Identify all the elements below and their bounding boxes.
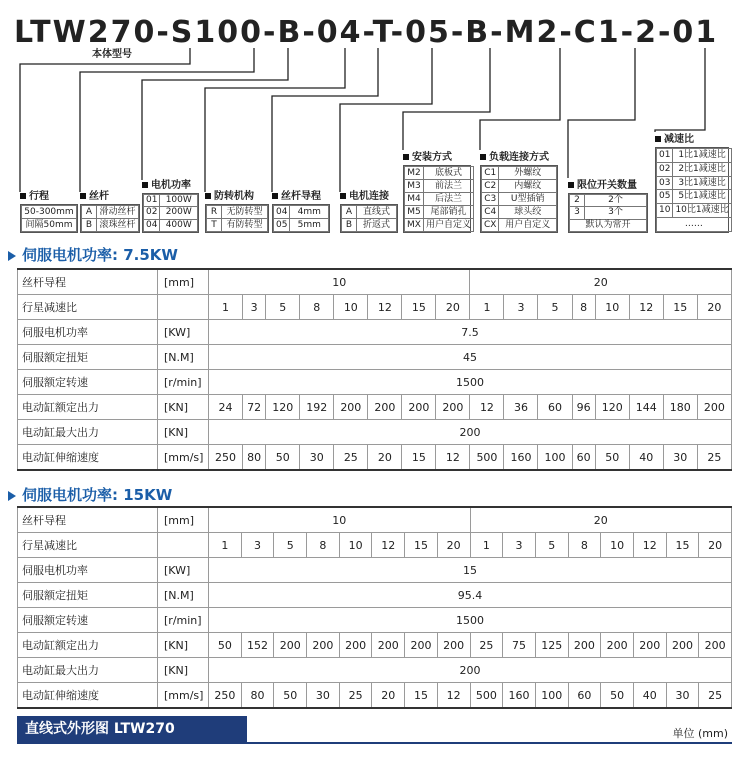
value-cell: 100 (538, 445, 572, 471)
bullet-square-icon (480, 154, 486, 160)
stroke-group-title: 行程 (20, 187, 49, 202)
span-value-cell: 200 (209, 420, 732, 445)
span-value-cell: 45 (209, 345, 732, 370)
bullet-square-icon (205, 193, 211, 199)
row-label: 伺服电机功率 (18, 320, 158, 345)
table-row (18, 269, 732, 295)
value-cell: 152 (241, 633, 274, 658)
value-cell: 50 (601, 683, 634, 709)
body-model-label: 本体型号 (92, 49, 132, 60)
row-label: 伺服额定转速 (18, 370, 158, 395)
value-cell: 3 (241, 533, 274, 558)
table-row (18, 420, 732, 445)
value-cell: 8 (572, 295, 595, 320)
value-cell: 20 (699, 533, 732, 558)
unit-label: 单位 (mm) (672, 727, 728, 740)
row-unit: [KN] (158, 658, 209, 683)
row-label: 电动缸额定出力 (18, 395, 158, 420)
value-cell: 192 (300, 395, 334, 420)
value-cell: 12 (372, 533, 405, 558)
value-cell: 200 (368, 395, 402, 420)
anti-rotation-group-title: 防转机构 (205, 187, 254, 202)
row-label: 伺服额定扭矩 (18, 583, 158, 608)
value-cell: 10 (334, 295, 368, 320)
span-value-cell: 200 (209, 658, 732, 683)
table-row (18, 295, 732, 320)
bullet-square-icon (568, 182, 574, 188)
value-cell: 120 (266, 395, 300, 420)
triangle-bullet-icon (8, 251, 16, 261)
row-unit: [N.M] (158, 345, 209, 370)
value-cell: 1 (470, 295, 504, 320)
value-cell: 5 (274, 533, 307, 558)
row-unit: [KN] (158, 395, 209, 420)
connector-lines (20, 48, 705, 192)
value-cell: 20 (368, 445, 402, 471)
value-cell: 25 (470, 633, 503, 658)
value-cell: 15 (405, 683, 438, 709)
lead-group-cell: 20 (470, 269, 732, 295)
value-cell: 72 (243, 395, 266, 420)
value-cell: 15 (666, 533, 699, 558)
value-cell: 8 (568, 533, 601, 558)
bullet-square-icon (272, 193, 278, 199)
power-box: 01 100W 02 200W 04 400W (142, 193, 199, 233)
motor-connection-box: A 直线式 B 折返式 (340, 204, 398, 233)
value-cell: 12 (470, 395, 504, 420)
value-cell: 200 (339, 633, 372, 658)
section1-title: 伺服电机功率: 7.5KW (8, 244, 178, 265)
table-row (18, 558, 732, 583)
load-connection-group-title: 负载连接方式 (480, 148, 549, 163)
value-cell: 20 (437, 533, 470, 558)
row-label: 伺服额定扭矩 (18, 345, 158, 370)
span-value-cell: 15 (209, 558, 732, 583)
bullet-square-icon (20, 193, 26, 199)
value-cell: 20 (436, 295, 470, 320)
value-cell: 125 (535, 633, 568, 658)
value-cell: 25 (699, 683, 732, 709)
value-cell: 250 (209, 445, 243, 471)
table-row (18, 583, 732, 608)
load-connection-box: C1 外螺纹 C2 内螺纹 C3 U型插销 C4 球头绞 CX 用户自定义 (480, 165, 558, 233)
value-cell: 20 (372, 683, 405, 709)
row-unit (158, 295, 209, 320)
anti-rotation-box: R 无防转型 T 有防转型 (205, 204, 269, 233)
value-cell: 8 (300, 295, 334, 320)
value-cell: 5 (538, 295, 572, 320)
table-row (18, 395, 732, 420)
bullet-square-icon (80, 193, 86, 199)
value-cell: 160 (503, 683, 536, 709)
value-cell: 30 (663, 445, 697, 471)
table-row (18, 608, 732, 633)
row-unit: [KN] (158, 420, 209, 445)
value-cell: 200 (437, 633, 470, 658)
footer-divider (17, 742, 732, 744)
spec-table-15kw (17, 506, 732, 709)
lead-group-cell: 10 (209, 269, 470, 295)
lead-group-cell: 10 (209, 507, 471, 533)
table-row (18, 633, 732, 658)
value-cell: 10 (595, 295, 629, 320)
row-unit: [mm/s] (158, 683, 209, 709)
value-cell: 12 (368, 295, 402, 320)
model-code: LTW270-S100-B-04-T-05-B-M2-C1-2-01 (14, 15, 719, 50)
row-unit: [KN] (158, 633, 209, 658)
limit-switch-group-title: 限位开关数量 (568, 176, 637, 191)
lead-group-cell: 20 (470, 507, 732, 533)
table-row (18, 658, 732, 683)
limit-switch-box: 2 2个 3 3个 默认为常开 (568, 193, 648, 233)
value-cell: 3 (243, 295, 266, 320)
row-label: 电动缸额定出力 (18, 633, 158, 658)
row-unit: [KW] (158, 558, 209, 583)
row-unit: [N.M] (158, 583, 209, 608)
value-cell: 15 (402, 295, 436, 320)
row-label: 伺服额定转速 (18, 608, 158, 633)
power-group-title: 电机功率 (142, 176, 191, 191)
value-cell: 200 (568, 633, 601, 658)
value-cell: 40 (629, 445, 663, 471)
triangle-bullet-icon (8, 491, 16, 501)
lead-group-title: 丝杆导程 (272, 187, 321, 202)
value-cell: 200 (666, 633, 699, 658)
section2-title: 伺服电机功率: 15KW (8, 484, 172, 505)
row-label: 电动缸最大出力 (18, 658, 158, 683)
ratio-group-title: 减速比 (655, 130, 694, 145)
table-row (18, 445, 732, 471)
bullet-square-icon (340, 193, 346, 199)
value-cell: 5 (535, 533, 568, 558)
value-cell: 12 (436, 445, 470, 471)
value-cell: 15 (405, 533, 438, 558)
row-label: 电动缸伸缩速度 (18, 683, 158, 709)
lead-box: 04 4mm 05 5mm (272, 204, 330, 233)
value-cell: 30 (300, 445, 334, 471)
value-cell: 12 (437, 683, 470, 709)
table-row (18, 507, 732, 533)
value-cell: 60 (572, 445, 595, 471)
span-value-cell: 1500 (209, 608, 732, 633)
value-cell: 120 (595, 395, 629, 420)
row-unit: [mm] (158, 269, 209, 295)
value-cell: 200 (274, 633, 307, 658)
row-unit: [mm] (158, 507, 209, 533)
value-cell: 25 (339, 683, 372, 709)
value-cell: 36 (504, 395, 538, 420)
screw-group-title: 丝杆 (80, 187, 109, 202)
table-row (18, 345, 732, 370)
stroke-box: 50-300mm 间隔50mm (20, 204, 78, 233)
value-cell: 200 (334, 395, 368, 420)
value-cell: 200 (699, 633, 732, 658)
row-label: 丝杆导程 (18, 507, 158, 533)
row-unit (158, 533, 209, 558)
value-cell: 200 (402, 395, 436, 420)
value-cell: 3 (503, 533, 536, 558)
bullet-square-icon (142, 182, 148, 188)
row-label: 电动缸伸缩速度 (18, 445, 158, 471)
screw-box: A 滑动丝杆 B 滚珠丝杆 (80, 204, 140, 233)
bullet-square-icon (655, 136, 661, 142)
value-cell: 25 (697, 445, 731, 471)
table-row (18, 370, 732, 395)
value-cell: 15 (402, 445, 436, 471)
table-row (18, 320, 732, 345)
spec-table-7-5kw (17, 268, 732, 471)
row-unit: [r/min] (158, 370, 209, 395)
value-cell: 50 (274, 683, 307, 709)
row-label: 行星减速比 (18, 533, 158, 558)
value-cell: 100 (535, 683, 568, 709)
value-cell: 1 (209, 295, 243, 320)
value-cell: 50 (209, 633, 242, 658)
row-label: 伺服电机功率 (18, 558, 158, 583)
table-row (18, 683, 732, 709)
value-cell: 80 (243, 445, 266, 471)
value-cell: 40 (633, 683, 666, 709)
value-cell: 60 (538, 395, 572, 420)
row-unit: [r/min] (158, 608, 209, 633)
value-cell: 3 (504, 295, 538, 320)
row-unit: [mm/s] (158, 445, 209, 471)
value-cell: 60 (568, 683, 601, 709)
value-cell: 200 (697, 395, 731, 420)
value-cell: 12 (629, 295, 663, 320)
value-cell: 8 (307, 533, 340, 558)
outline-drawing-title: 直线式外形图 LTW270 (17, 716, 247, 743)
value-cell: 5 (266, 295, 300, 320)
value-cell: 200 (405, 633, 438, 658)
value-cell: 200 (307, 633, 340, 658)
span-value-cell: 7.5 (209, 320, 732, 345)
motor-connection-group-title: 电机连接 (340, 187, 389, 202)
value-cell: 50 (595, 445, 629, 471)
value-cell: 200 (601, 633, 634, 658)
mount-group-title: 安装方式 (403, 148, 452, 163)
value-cell: 500 (470, 683, 503, 709)
value-cell: 25 (334, 445, 368, 471)
value-cell: 75 (503, 633, 536, 658)
value-cell: 10 (601, 533, 634, 558)
value-cell: 200 (436, 395, 470, 420)
value-cell: 144 (629, 395, 663, 420)
ratio-box: 01 1比1减速比 02 2比1减速比 03 3比1减速比 05 5比1减速比 10 10比1减速比 …… (655, 147, 729, 233)
value-cell: 1 (470, 533, 503, 558)
value-cell: 96 (572, 395, 595, 420)
row-label: 丝杆导程 (18, 269, 158, 295)
value-cell: 1 (209, 533, 242, 558)
value-cell: 80 (241, 683, 274, 709)
value-cell: 200 (633, 633, 666, 658)
value-cell: 24 (209, 395, 243, 420)
value-cell: 180 (663, 395, 697, 420)
row-label: 电动缸最大出力 (18, 420, 158, 445)
value-cell: 15 (663, 295, 697, 320)
span-value-cell: 95.4 (209, 583, 732, 608)
value-cell: 30 (666, 683, 699, 709)
value-cell: 10 (339, 533, 372, 558)
value-cell: 160 (504, 445, 538, 471)
value-cell: 50 (266, 445, 300, 471)
bullet-square-icon (403, 154, 409, 160)
table-row (18, 533, 732, 558)
value-cell: 30 (307, 683, 340, 709)
value-cell: 12 (633, 533, 666, 558)
mount-box: M2 底板式 M3 前法兰 M4 后法兰 M5 尾部销孔 MX 用户自定义 (403, 165, 471, 233)
row-label: 行星减速比 (18, 295, 158, 320)
row-unit: [KW] (158, 320, 209, 345)
value-cell: 200 (372, 633, 405, 658)
span-value-cell: 1500 (209, 370, 732, 395)
value-cell: 20 (697, 295, 731, 320)
value-cell: 250 (209, 683, 242, 709)
value-cell: 500 (470, 445, 504, 471)
